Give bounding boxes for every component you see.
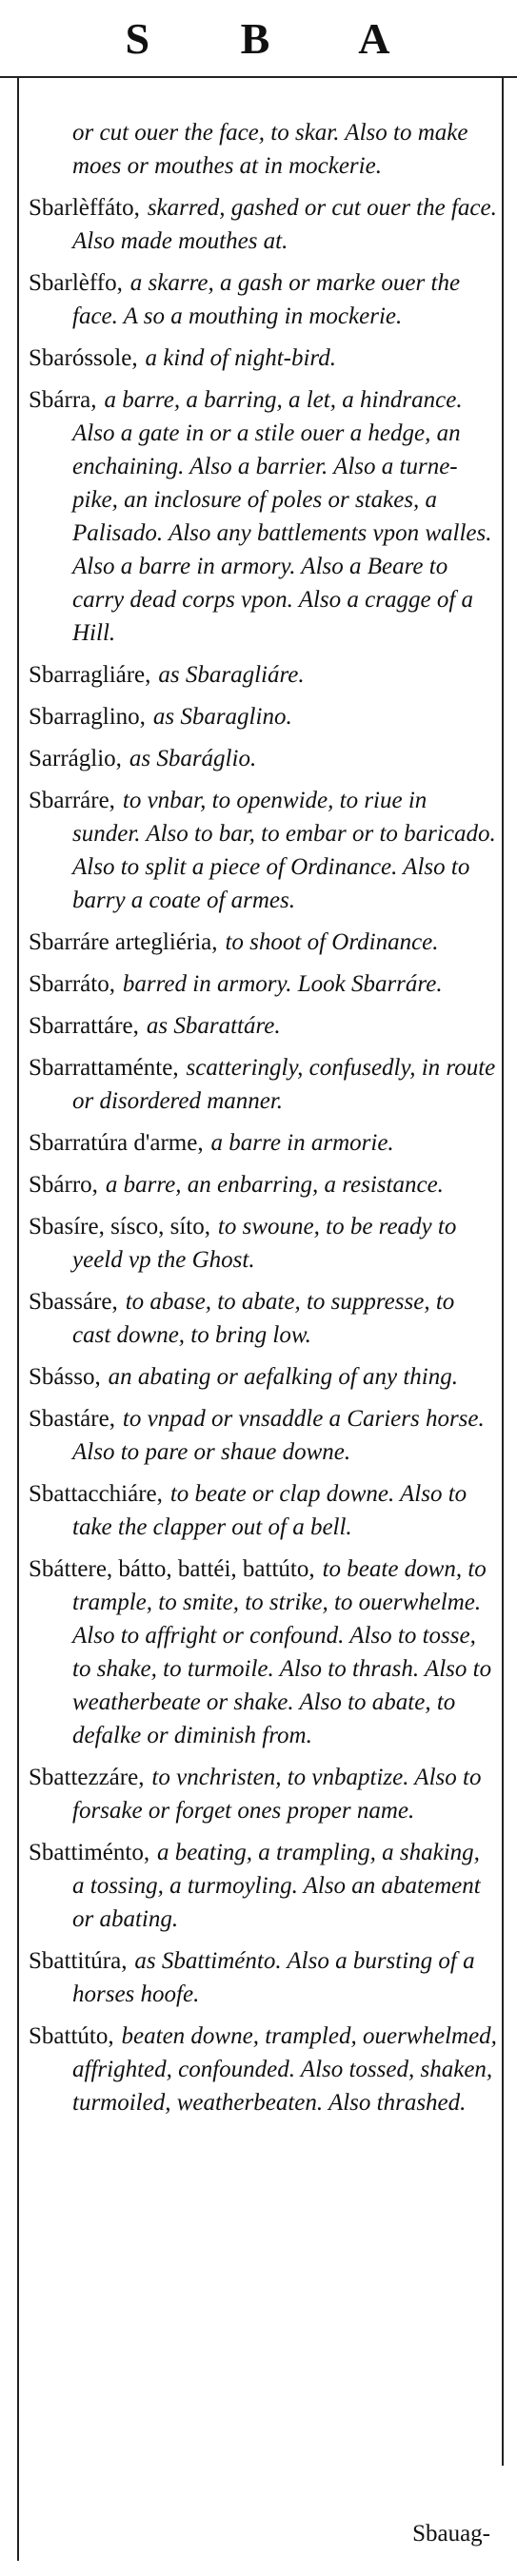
entry-definition: a beating, a trampling, a shaking, a tossing, a turmoyling. Also an abatement or abating. (72, 1840, 481, 1932)
entry-definition: to beate down, to trample, to smite, to strike, to ouerwhelme. Also to affright or confound. Also to tosse, to shake, to turmoile. Also to thrash. Also to weatherbeate or shake. Also to abate, to defalke or diminish from. (72, 1556, 492, 1748)
entry-headword: Sbarraglino, (29, 704, 146, 730)
right-column-rule (502, 78, 504, 2466)
entry-headword: Sbassáre, (29, 1289, 118, 1315)
entry-headword: Sbattiménto, (29, 1840, 150, 1865)
dictionary-entry (29, 1402, 497, 1469)
dictionary-entry (29, 1552, 497, 1752)
dictionary-entry (29, 1285, 497, 1352)
header-rule (0, 76, 517, 78)
entry-definition: a skarre, a gash or marke ouer the face. A so a mouthing in mockerie. (72, 270, 461, 329)
entry-headword: Sbattacchiáre, (29, 1481, 163, 1507)
dictionary-entry (29, 926, 497, 959)
entry-headword: Sbarrattaménte, (29, 1055, 179, 1081)
dictionary-entries (29, 116, 497, 2128)
entry-definition: a barre, a barring, a let, a hindrance. Also a gate in or a stile ouer a hedge, an enchaining. Also a barrier. Also a turne-pike, an inclosure of poles or stakes, a Palisado. Also any battlements vpon walles. Also a barre in armory. Also a Beare to carry dead corps vpon. Also a cragge of a Hill. (72, 387, 492, 646)
entry-definition: as Sbaraglino. (152, 704, 292, 730)
entry-definition: to shoot of Ordinance. (225, 929, 439, 955)
entry-definition: beaten downe, trampled, ouerwhelmed, affrighted, confounded. Also tossed, shaken, turmoiled, weatherbeaten. Also thrashed. (72, 2023, 497, 2116)
entry-headword: Sbásso, (29, 1364, 101, 1390)
entry-definition: a barre in armorie. (210, 1130, 394, 1156)
left-column-rule (17, 78, 19, 2561)
dictionary-entry (29, 2020, 497, 2119)
header-letters: S B A (125, 13, 430, 63)
entry-headword: Sbarráre artegliéria, (29, 929, 218, 955)
entry-headword: Sbarlèffáto, (29, 195, 140, 221)
entry-definition: to vnchristen, to vnbaptize. Also to forsake or forget ones proper name. (72, 1765, 482, 1824)
entry-headword: Sbarratúra d'arme, (29, 1130, 204, 1156)
entry-headword: Sbárro, (29, 1172, 98, 1198)
entry-headword: Sbarlèffo, (29, 270, 123, 296)
entry-definition: as Sbaragliáre. (158, 662, 305, 688)
entry-definition: to swoune, to be ready to yeeld vp the Ghost. (72, 1214, 457, 1273)
dictionary-entry (29, 1836, 497, 1936)
dictionary-entry (29, 658, 497, 692)
entry-definition: as Sbattiménto. Also a bursting of a horses hoofe. (72, 1948, 475, 2007)
entry-headword: Sbasíre, sísco, síto, (29, 1214, 210, 1239)
entry-headword: Sbáttere, bátto, battéi, battúto, (29, 1556, 315, 1582)
entry-headword: Sbaróssole, (29, 345, 138, 371)
entry-headword: Sarráglio, (29, 746, 122, 771)
dictionary-entry (29, 1477, 497, 1544)
dictionary-entry (29, 1168, 497, 1201)
entry-definition: a kind of night-bird. (145, 345, 336, 371)
dictionary-entry (29, 742, 497, 775)
dictionary-entry (29, 116, 497, 183)
dictionary-entry (29, 266, 497, 333)
entry-headword: Sbattúto, (29, 2023, 114, 2049)
dictionary-entry (29, 1051, 497, 1118)
dictionary-entry (29, 1126, 497, 1160)
entry-definition: as Sbaráglio. (129, 746, 257, 771)
dictionary-entry (29, 1210, 497, 1277)
entry-headword: Sbarragliáre, (29, 662, 151, 688)
dictionary-entry (29, 1761, 497, 1827)
entry-definition: as Sbarattáre. (146, 1013, 281, 1039)
entry-definition: to abase, to abate, to suppresse, to cast downe, to bring low. (72, 1289, 455, 1348)
dictionary-entry (29, 1009, 497, 1043)
entry-headword: Sbárra, (29, 387, 97, 413)
entry-definition: or cut ouer the face, to skar. Also to make moes or mouthes at in mockerie. (72, 120, 468, 179)
dictionary-entry (29, 700, 497, 733)
entry-definition: scatteringly, confusedly, in route or disordered manner. (72, 1055, 496, 1114)
dictionary-entry (29, 1944, 497, 2011)
entry-definition: a barre, an enbarring, a resistance. (105, 1172, 444, 1198)
dictionary-entry (29, 383, 497, 650)
catchword: Sbauag- (412, 2521, 490, 2547)
dictionary-entry (29, 784, 497, 917)
entry-headword: Sbarrattáre, (29, 1013, 139, 1039)
entry-definition: barred in armory. Look Sbarráre. (122, 971, 443, 997)
entry-headword: Sbastáre, (29, 1406, 115, 1432)
dictionary-entry (29, 191, 497, 258)
dictionary-entry (29, 967, 497, 1001)
page-header (0, 0, 517, 76)
dictionary-entry (29, 1360, 497, 1394)
entry-headword: Sbattezzáre, (29, 1765, 145, 1790)
entry-definition: to vnbar, to openwide, to riue in sunder. Also to bar, to embar or to baricado. Also to split a piece of Ordinance. Also to barry a coate of armes. (72, 788, 496, 913)
entry-headword: Sbarráto, (29, 971, 115, 997)
entry-definition: to vnpad or vnsaddle a Cariers horse. Also to pare or shaue downe. (72, 1406, 485, 1465)
entry-headword: Sbattitúra, (29, 1948, 128, 1974)
entry-definition: skarred, gashed or cut ouer the face. Also made mouthes at. (72, 195, 497, 254)
dictionary-entry (29, 342, 497, 375)
entry-headword: Sbarráre, (29, 788, 115, 813)
entry-definition: an abating or aefalking of any thing. (108, 1364, 459, 1390)
entry-definition: to beate or clap downe. Also to take the clapper out of a bell. (72, 1481, 467, 1540)
